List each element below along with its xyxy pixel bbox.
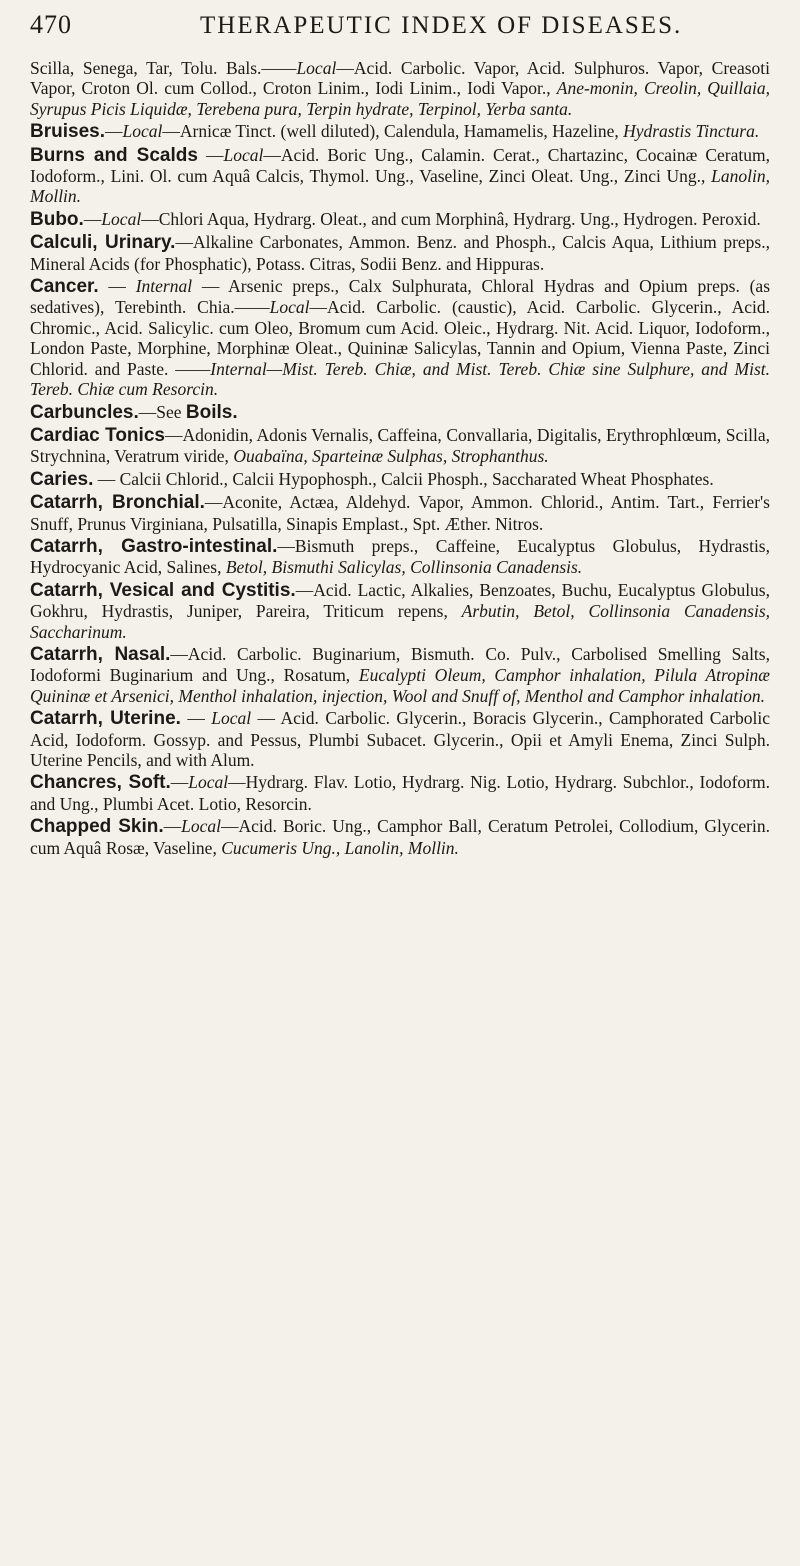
entry-text: — (98, 276, 136, 297)
index-entry (30, 816, 770, 858)
entry-heading: Cardiac Tonics (30, 424, 165, 446)
entry-text: —Bismuth preps., Caffeine, Eucalyptus Globulus, Hydrastis, Hydrocyanic Acid, Salines, (30, 535, 770, 578)
entry-text: —Acid. Carbolic. (caustic), Acid. Carbolic. Glycerin., Acid. Chromic., Acid. Salicylic. cum Oleo, Bromum cum Acid. Oleic., Hydrarg. Nit. Acid. Liquor, Iodoform., London Paste, Morphine, Morphinæ Oleat., Quininæ Salicylas, Tannin and Opium, Vienna Paste, Zinci Chlorid. and Paste. —— (30, 297, 770, 379)
index-entry (30, 58, 770, 119)
entry-text: — (83, 208, 102, 229)
running-title: THERAPEUTIC INDEX OF DISEASES. (200, 12, 683, 39)
italic-text: Betol, Bismuthi Salicylas, Collinsonia Canadensis. (225, 557, 583, 578)
entry-text: — (197, 144, 224, 165)
italic-text: Local (211, 708, 252, 729)
italic-text: Lanolin, Mollin. (30, 166, 770, 207)
entry-text: — (163, 816, 182, 837)
entry-text: — Calcii Chlorid., Calcii Hypophosph., Calcii Phosph., Saccharated Wheat Phosphates. (93, 468, 714, 489)
index-entry (30, 536, 770, 578)
entry-heading: Burns and Scalds (30, 144, 198, 166)
entry-text: —Aconite, Actæa, Aldehyd. Vapor, Ammon. Chlorid., Antim. Tart., Ferrier's Snuff, Prunus Virginiana, Pulsatilla, Sinapis Emplast., Spt. Æther. Nitros. (30, 492, 770, 534)
entry-text: — (180, 708, 212, 729)
entry-heading: Carbuncles. (30, 401, 139, 423)
entry-text: —Acid. Boric. Ung., Camphor Ball, Ceratum Petrolei, Collodium, Glycerin. cum Aquâ Rosæ, Vaseline, (30, 816, 770, 858)
index-entry (30, 425, 770, 467)
entry-text: —Acid. Lactic, Alkalies, Benzoates, Buchu, Eucalyptus Globulus, Gokhru, Hydrastis, Juniper, Pareira, Triticum repens, (30, 579, 770, 622)
page-number: 470 (30, 10, 72, 39)
italic-text: Hydrastis Tinctura. (623, 121, 760, 142)
entry-heading: Bruises. (30, 121, 105, 143)
entry-heading: Chapped Skin. (30, 816, 164, 838)
index-entry (30, 772, 770, 814)
entry-heading: Catarrh, Uterine. (30, 708, 181, 730)
entry-text: — Arsenic preps., Calx Sulphurata, Chloral Hydras and Opium preps. (as sedatives), Terebinth. Chia.—— (30, 276, 770, 318)
index-entry (30, 232, 770, 274)
entry-heading: Calculi, Urinary. (30, 232, 176, 254)
italic-text: Internal (135, 276, 193, 297)
italic-text: Ane-monin, Creolin, Quillaia, Syrupus Picis Liquidæ, Terebena pura, Terpin hydrate, Terpinol, Yerba santa. (30, 78, 770, 119)
entry-text: — (104, 121, 123, 142)
italic-text: Ouabaïna, Sparteinæ Sulphas, Strophanthus. (233, 446, 549, 467)
entry-text: — Acid. Carbolic. Glycerin., Boracis Glycerin., Camphorated Carbolic Acid, Iodoform. Gossyp. and Pessus, Plumbi Subacet. Glycerin., Opii et Amyli Enema, Zinci Sulph. Uterine Pencils, and with Alum. (30, 708, 770, 770)
index-entry (30, 209, 770, 230)
entry-text: —Acid. Boric Ung., Calamin. Cerat., Chartazinc, Cocainæ Ceratum, Iodoform., Lini. Ol. cum Aquâ Calcis, Thymol. Ung., Vaseline, Zinci Oleat. Ung., Zinci Ung., (30, 144, 770, 187)
italic-text: Local (188, 772, 229, 793)
entry-heading: Catarrh, Bronchial. (30, 492, 205, 514)
page-header (30, 10, 770, 58)
entry-heading: Catarrh, Vesical and Cystitis. (30, 579, 296, 601)
entry-text: —See (138, 401, 186, 422)
index-entry (30, 276, 770, 399)
italic-text: Local (296, 58, 337, 78)
index-entry (30, 121, 770, 142)
index-entry (30, 469, 770, 490)
entry-text: —Chlori Aqua, Hydrarg. Oleat., and cum Morphinâ, Hydrarg. Ung., Hydrogen. Peroxid. (141, 208, 761, 229)
italic-text: Local (122, 121, 163, 142)
index-entry (30, 580, 770, 642)
entry-text: —Alkaline Carbonates, Ammon. Benz. and Phosph., Calcis Aqua, Lithium preps., Mineral Acids (for Phosphatic), Potass. Citras, Sodii Benz. and Hippuras. (30, 232, 770, 274)
entry-heading: Chancres, Soft. (30, 772, 171, 794)
italic-text: Local (101, 208, 142, 229)
entry-heading: Catarrh, Gastro-intestinal. (30, 535, 278, 557)
entry-text: —Acid. Carbolic. Buginarium, Bismuth. Co. Pulv., Carbolised Smelling Salts, Iodoformi Buginarium and Ung., Rosatum, (30, 643, 770, 686)
entry-text: —Arnicæ Tinct. (well diluted), Calendula, Hamamelis, Hazeline, (162, 121, 624, 142)
italic-text: Local (181, 816, 222, 837)
italic-text: Local (269, 297, 310, 318)
italic-text: Arbutin, Betol, Collinsonia Canadensis, Saccharinum. (30, 601, 771, 642)
index-entry (30, 708, 770, 770)
entry-heading: Bubo. (30, 208, 84, 230)
entry-heading: Catarrh, Nasal. (30, 643, 171, 665)
entry-text: Boils. (185, 401, 238, 423)
entry-text: —Adonidin, Adonis Vernalis, Caffeina, Convallaria, Digitalis, Erythrophlœum, Scilla, Strychnina, Veratrum viride, (30, 424, 770, 467)
entry-text: —Hydrarg. Flav. Lotio, Hydrarg. Nig. Lotio, Hydrarg. Subchlor., Iodoform. and Ung., Plumbi Acet. Lotio, Resorcin. (30, 772, 770, 814)
italic-text: Internal—Mist. Tereb. Chiæ, and Mist. Tereb. Chiæ sine Sulphure, and Mist. Tereb. Chiæ cum Resorcin. (30, 358, 770, 400)
entry-text: Scilla, Senega, Tar, Tolu. Bals.—— (30, 58, 297, 78)
italic-text: Local (223, 144, 264, 165)
index-entries (30, 58, 770, 858)
entry-text: — (170, 772, 189, 793)
index-entry (30, 492, 770, 534)
entry-heading: Cancer. (30, 276, 99, 298)
italic-text: Eucalypti Oleum, Camphor inhalation, Pilula Atropinæ Quininæ et Arsenici, Menthol inhalation, injection, Wool and Snuff of, Menthol and Camphor inhalation. (30, 665, 770, 706)
entry-text: —Acid. Carbolic. Vapor, Acid. Sulphuros. Vapor, Creasoti Vapor, Croton Ol. cum Collod., Croton Linim., Iodi Linim., Iodi Vapor., (30, 58, 770, 99)
index-entry (30, 644, 770, 706)
italic-text: Cucumeris Ung., Lanolin, Mollin. (221, 837, 459, 858)
index-entry (30, 145, 770, 207)
index-entry (30, 402, 770, 423)
entry-heading: Caries. (30, 468, 94, 490)
